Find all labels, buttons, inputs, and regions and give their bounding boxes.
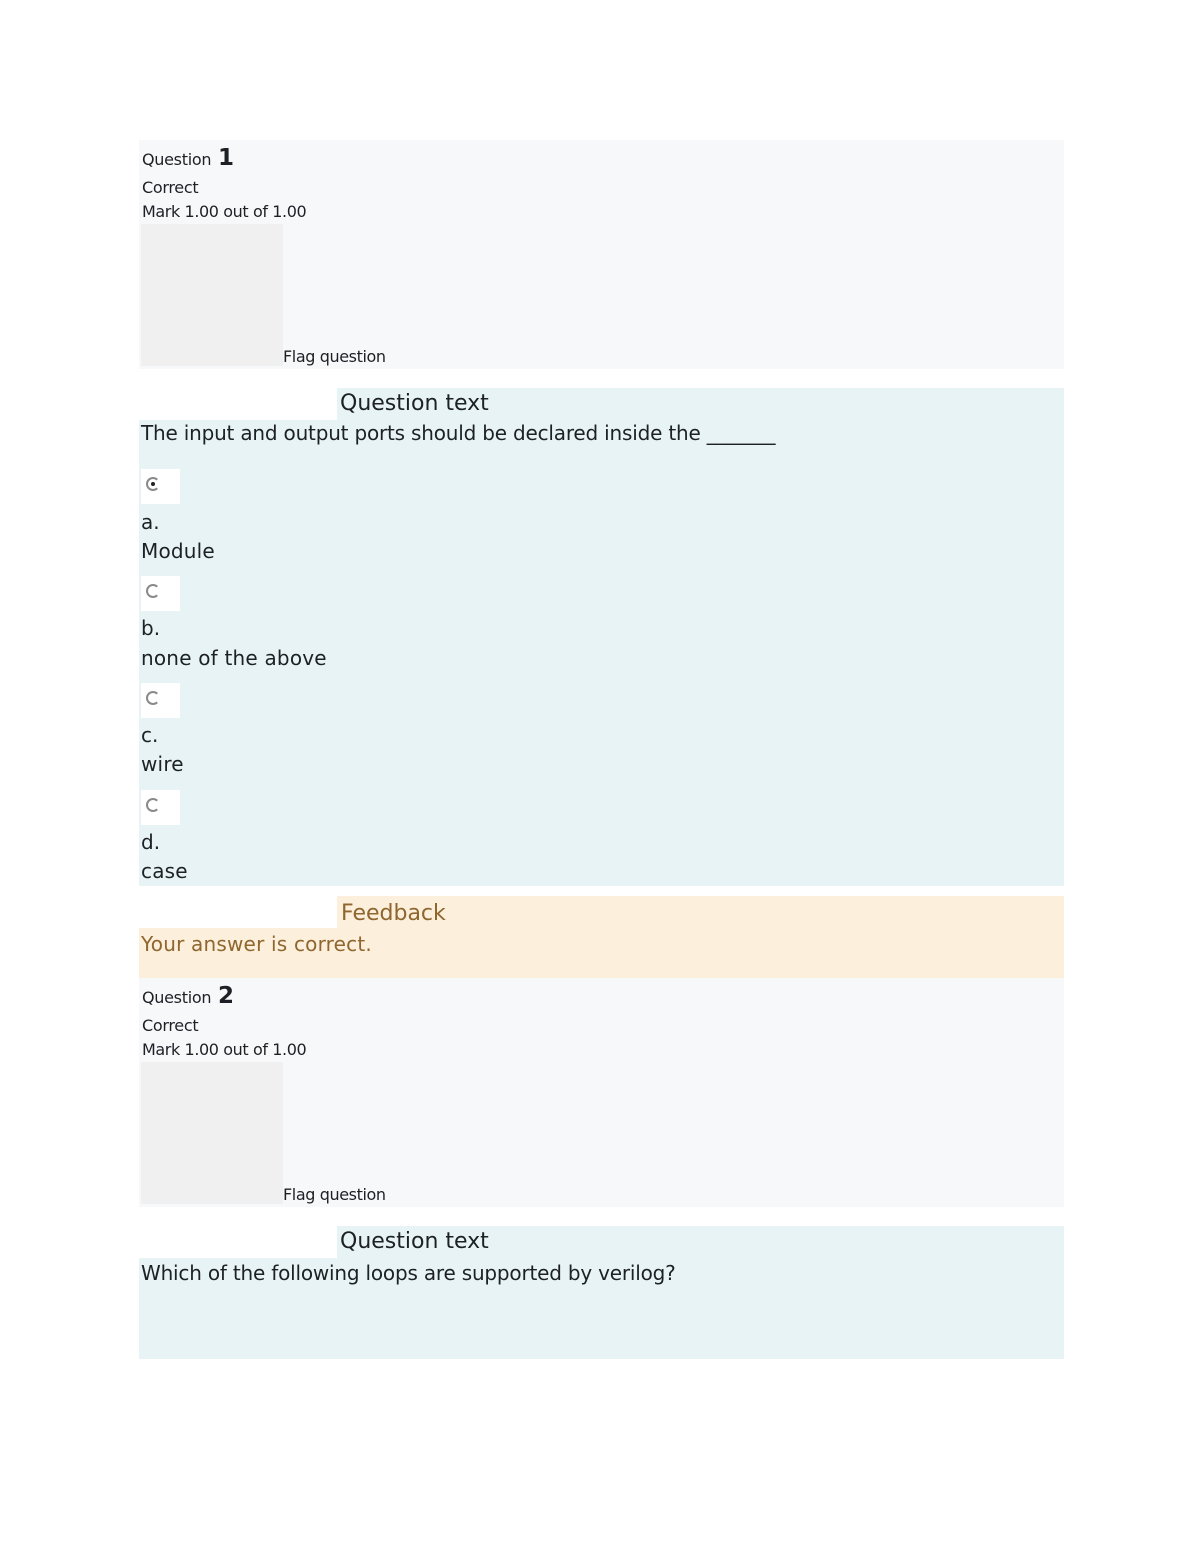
feedback-heading: Feedback [341, 901, 446, 926]
question-state: Correct [142, 1016, 199, 1035]
question-1-content [139, 388, 1064, 886]
option-a-letter: a. [141, 510, 160, 534]
question-1-feedback [139, 896, 1064, 978]
question-grade: Mark 1.00 out of 1.00 [142, 1040, 307, 1059]
question-1-info [139, 140, 1064, 369]
option-c-letter: c. [141, 723, 159, 747]
option-b-text[interactable]: none of the above [141, 646, 327, 670]
question-number: Question 2 [142, 983, 234, 1009]
question-text: The input and output ports should be declared inside the _______ [141, 421, 776, 445]
flag-icon[interactable] [141, 224, 283, 366]
option-a-radio-box[interactable] [141, 469, 180, 504]
option-b-radio[interactable] [146, 584, 160, 598]
question-2-content [139, 1226, 1064, 1359]
option-a-text[interactable]: Module [141, 539, 215, 563]
question-text-heading: Question text [340, 1229, 489, 1254]
question-state: Correct [142, 178, 199, 197]
feedback-text: Your answer is correct. [141, 932, 372, 956]
option-d-text[interactable]: case [141, 859, 188, 883]
option-a-radio[interactable] [146, 477, 160, 491]
option-d-radio[interactable] [146, 798, 160, 812]
question-text-heading: Question text [340, 391, 489, 416]
flag-question-link[interactable]: Flag question [283, 1185, 386, 1204]
option-d-radio-box[interactable] [141, 790, 180, 825]
question-text: Which of the following loops are supported by verilog? [141, 1261, 676, 1285]
option-c-radio[interactable] [146, 691, 160, 705]
flag-icon[interactable] [141, 1062, 283, 1204]
option-b-radio-box[interactable] [141, 576, 180, 611]
question-2-info [139, 978, 1064, 1207]
question-grade: Mark 1.00 out of 1.00 [142, 202, 307, 221]
option-d-letter: d. [141, 830, 161, 854]
option-b-letter: b. [141, 616, 161, 640]
option-c-text[interactable]: wire [141, 752, 184, 776]
option-c-radio-box[interactable] [141, 683, 180, 718]
question-number: Question 1 [142, 145, 234, 171]
flag-question-link[interactable]: Flag question [283, 347, 386, 366]
